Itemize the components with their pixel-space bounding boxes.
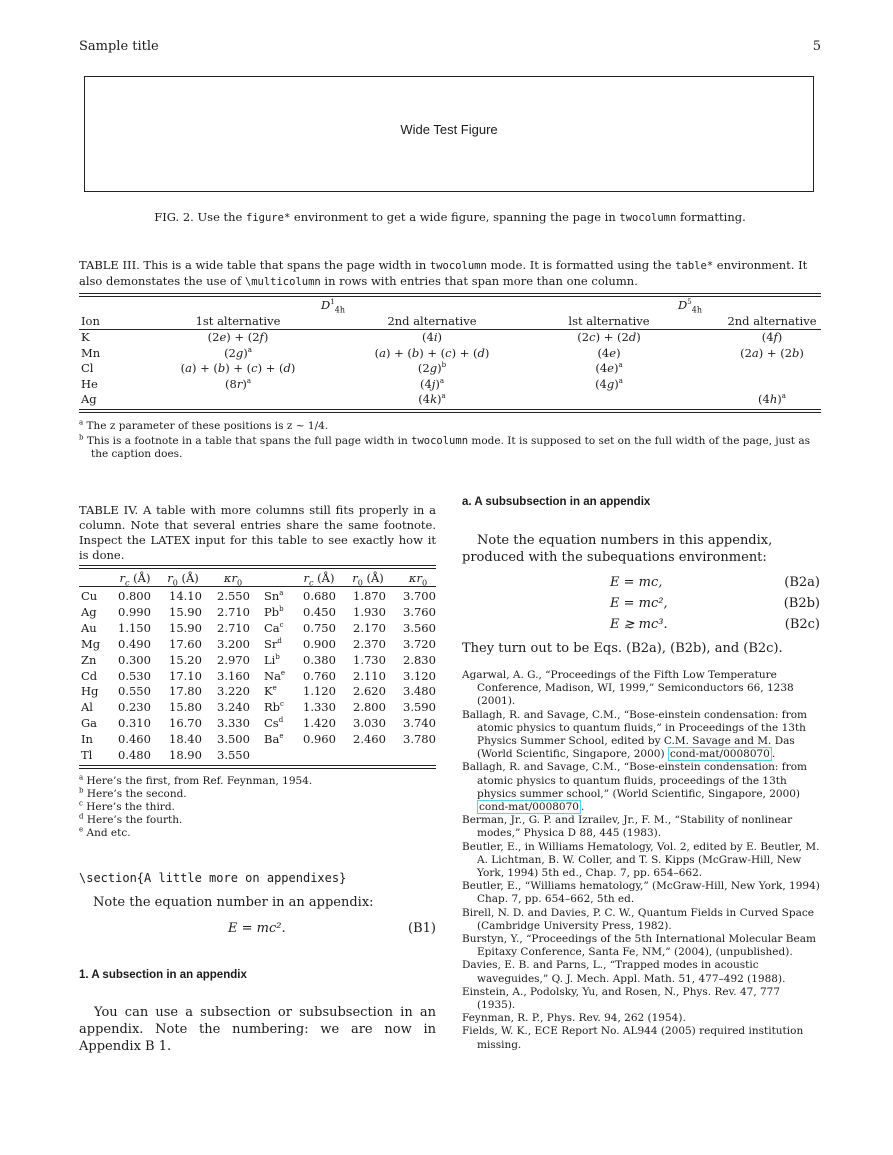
- running-header-title: Sample title: [79, 39, 159, 54]
- equation-b2a: E = mc,: [610, 575, 663, 590]
- reference-entry: Beutler, E., in Williams Hematology, Vol. 2, edited by E. Beutler, M. A. Lichtman, B. W. Coller, and T. S. Kipps (McGraw-Hill, New York, 1994) 5th ed., Chap. 7, pp. 654–662.: [462, 840, 820, 880]
- table-4-cell: 0.960: [303, 732, 336, 747]
- reference-entry: Ballagh, R. and Savage, C.M., “Bose-einstein condensation: from atomic physics to quantum fluids,” in Proceedings of the 13th Physics Summer School, edited by C.M. Savage and M. Das (World Scientific, Singapore, 2000) cond-mat/0008070 .: [462, 708, 807, 761]
- table-3-cell: $(8r)^a$: [225, 376, 251, 391]
- table-4-caption: TABLE IV. A table with more columns still fits properly in a column. Note that several entries share the same footnote. Inspect the LATEX input for this table to see exactly how it is done.: [79, 503, 436, 562]
- reference-entry: Davies, E. B. and Parns, L., “Trapped modes in acoustic waveguides,” Q. J. Mech. Appl. Math. 51, 477–492 (1988).: [462, 959, 786, 985]
- table-4-cell: 15.90: [169, 604, 202, 619]
- table-4-footnote: $^c$ Here’s the third.: [79, 799, 175, 813]
- arxiv-link[interactable]: cond-mat/0008070: [669, 748, 770, 761]
- subsection-heading: 1. A subsection in an appendix: [79, 969, 247, 981]
- subsection-body: You can use a subsection or subsubsection in an appendix. Note the numbering: we are now in Appendix B 1.: [79, 1005, 436, 1054]
- table-4-cell: 0.230: [118, 700, 151, 715]
- table-4-top-rule: [79, 565, 436, 569]
- table-4-cell: 0.990: [118, 604, 151, 619]
- table-4-col-header: $r_c$ (Å): [303, 571, 335, 588]
- subsubsection-heading: a. A subsubsection in an appendix: [462, 496, 651, 508]
- table-4-element-cell: Cu: [81, 589, 98, 603]
- table-4-element-cell: Ca$^c$: [264, 620, 284, 635]
- table-3-cell: $(4j)^a$: [419, 376, 445, 391]
- table-4-element-cell: Rb$^c$: [264, 700, 284, 715]
- group-sub: 4h: [691, 305, 702, 315]
- footnote-text: This is a footnote in a table that spans the full page width in: [86, 435, 412, 447]
- table-4-element-cell: $K^e$: [264, 684, 277, 699]
- table-3-cell: $(4e)^a$: [595, 361, 623, 375]
- note-equation-text: Note the equation number in an appendix:: [93, 895, 374, 910]
- table-4-element-cell: Tl: [81, 748, 93, 762]
- table-3-cell: $(4h)^a$: [758, 392, 786, 406]
- table-4-footnote: $^e$ And etc.: [79, 825, 131, 839]
- reference-entry: Burstyn, Y., “Proceedings of the 5th International Molecular Beam Epitaxy Conference, Santa Fe, NM,” (2004), (unpublished).: [462, 933, 816, 959]
- table-4-cell: 16.70: [169, 716, 202, 731]
- table-4-cell: 0.900: [303, 636, 336, 651]
- table-4-cell: 0.530: [118, 668, 151, 683]
- table-3-cell: (2c) + (2d): [577, 330, 641, 344]
- table-4-cell: 0.550: [118, 684, 151, 699]
- table-4-cell: 2.370: [353, 636, 386, 651]
- section-command: \section{A little more on appendixes}: [79, 871, 347, 885]
- page-number: 5: [812, 39, 821, 54]
- table-4-element-cell: Na$^e$: [264, 668, 286, 683]
- group-symbol: D: [321, 298, 331, 312]
- table-4-cell: 3.120: [403, 668, 436, 683]
- table-4-cell: 0.750: [303, 620, 336, 635]
- table-4-cell: 1.730: [353, 652, 386, 667]
- table-3-ion-cell: K: [81, 330, 90, 344]
- table-4-footnote: $^d$ Here’s the fourth.: [79, 812, 183, 826]
- reference-entry: Einstein, A., Podolsky, Yu, and Rosen, N., Phys. Rev. 47, 777 (1935).: [462, 985, 781, 1012]
- table-4-cell: 3.560: [403, 620, 436, 635]
- table-4-cell: 2.970: [217, 652, 250, 667]
- caption-code: \multicolumn: [244, 276, 321, 288]
- reference-entry: Berman, Jr., G. P. and Izrailev, Jr., F. M., “Stability of nonlinear modes,” Physica D 88, 445 (1983).: [462, 814, 793, 840]
- table-3-cell: (a) + (b) + (c) + (d): [180, 361, 296, 375]
- table-4-col-header: $\kappa r_0$: [223, 571, 243, 588]
- table-4-cell: 0.680: [303, 589, 336, 603]
- reference-entry: Agarwal, A. G., “Proceedings of the Fifth Low Temperature Conference, Madison, WI, 1999,” Semiconductors 66, 1238 (2001).: [462, 669, 794, 708]
- table-4-cell: 14.10: [169, 589, 202, 603]
- table-4-cell: 3.220: [217, 684, 250, 699]
- caption-text: mode. It is formatted using the: [486, 258, 676, 272]
- table-3-bottom-rule: [79, 409, 821, 413]
- table-4-cell: 0.300: [118, 652, 151, 667]
- table-3-cell: (2e) + (2f): [207, 330, 269, 344]
- table-3-cell: $(4k)^a$: [418, 392, 446, 406]
- footnote-code: twocolumn: [411, 435, 469, 447]
- equation-b2b: E = mc²,: [610, 596, 668, 611]
- table-4-col-header: $r_0$ (Å): [352, 571, 384, 588]
- table-4-cell: 3.700: [403, 589, 436, 603]
- table-3-col-header: 2nd alternative: [387, 314, 477, 328]
- table-4-element-cell: Ag: [81, 604, 97, 619]
- subsubsection-paragraph: Note the equation numbers in this appendix, produced with the subequations environment:: [462, 533, 773, 565]
- equation-b1-number: (B1): [408, 921, 436, 936]
- table-4-cell: 2.710: [217, 620, 250, 635]
- table-4-element-cell: Hg: [81, 684, 99, 699]
- table-4-footnote: $^a$ Here’s the first, from Ref. Feynman, 1954.: [79, 773, 313, 787]
- group-sup: 1: [330, 298, 335, 307]
- table-4-cell: 0.460: [118, 732, 151, 747]
- group-sup: 5: [687, 298, 692, 307]
- table-4-cell: 3.200: [217, 636, 250, 651]
- table-4-cell: 1.930: [353, 604, 386, 619]
- table-3-group-header-1: [321, 298, 345, 315]
- table-4-element-cell: Mg: [81, 636, 101, 651]
- table-4-cell: 3.780: [403, 732, 436, 747]
- equation-b2c-number: (B2c): [784, 617, 820, 632]
- reference-entry: Ballagh, R. and Savage, C.M., “Bose-einstein condensation: from atomic physics to quantum fluids, proceedings of the 13th physics summer school,” (World Scientific, Singapore, 2000) cond-mat/0008070 .: [462, 761, 807, 814]
- table-4-cell: 3.760: [403, 604, 436, 619]
- table-3-col-header: 1st alternative: [195, 314, 281, 328]
- caption-code: table*: [675, 260, 714, 272]
- table-4-cell: 3.160: [217, 668, 250, 683]
- table-4-element-cell: Al: [81, 700, 93, 715]
- table-4-cell: 15.80: [169, 700, 202, 715]
- table-4-element-cell: Cs$^d$: [264, 716, 284, 731]
- table-4-cell: 17.10: [169, 668, 202, 683]
- table-3-col-header: lst alternative: [568, 314, 650, 328]
- table-3-ion-cell: Ag: [81, 392, 97, 406]
- table-4-footnote: $^b$ Here’s the second.: [79, 786, 187, 800]
- reference-entry: Feynman, R. P., Phys. Rev. 94, 262 (1954).: [462, 1012, 686, 1025]
- caption-code: twocolumn: [429, 260, 487, 272]
- table-4-cell: 3.740: [403, 716, 436, 731]
- table-4-element-cell: Ba$^e$: [264, 732, 284, 747]
- table-3-ion-cell: Mn: [81, 345, 101, 360]
- table-4-element-cell: In: [81, 732, 93, 747]
- equations-summary: They turn out to be Eqs. (B2a), (B2b), and (B2c).: [462, 641, 783, 656]
- reference-entry: Birell, N. D. and Davies, P. C. W., Quantum Fields in Curved Space (Cambridge University Press, 1982).: [462, 906, 814, 932]
- table-3-cell: (4i): [422, 330, 442, 344]
- equation-b2b-number: (B2b): [783, 596, 820, 611]
- table-4-cell: 15.90: [169, 620, 202, 635]
- table-4-cell: 0.310: [118, 716, 151, 731]
- table-3-group-header-2: [678, 298, 702, 315]
- table-4-cell: 2.170: [353, 620, 386, 635]
- table-3-footnote-a: $^a$ The z parameter of these positions is z ~ 1/4.: [79, 418, 329, 432]
- table-3-col-header: Ion: [81, 314, 100, 328]
- equation-b2a-number: (B2a): [784, 575, 820, 590]
- table-4-element-cell: Sn$^a$: [264, 589, 284, 603]
- table-3-mid-rule: [79, 329, 821, 330]
- table-4-cell: 0.800: [118, 589, 151, 603]
- table-4-cell: 1.420: [303, 716, 336, 731]
- table-4-cell: 0.450: [303, 604, 336, 619]
- table-3-cell: (2a) + (2b): [740, 345, 804, 360]
- table-4-cell: 2.550: [217, 589, 250, 603]
- group-sub: 4h: [334, 305, 345, 315]
- caption-code: figure*: [246, 212, 291, 224]
- table-4-cell: 0.490: [118, 636, 151, 651]
- table-4-element-cell: Cd: [81, 668, 98, 683]
- table-4-cell: 2.460: [353, 732, 386, 747]
- table-4-element-cell: Zn: [81, 652, 97, 667]
- table-4-cell: 17.60: [169, 636, 202, 651]
- table-4-cell: 2.110: [353, 668, 386, 683]
- caption-text: formatting.: [676, 210, 746, 224]
- table-4-mid-rule: [79, 586, 436, 587]
- table-3-footnote-b: $^b$ This is a footnote in a table that spans the full page width in twocolumn mode. It is supposed to set on the full width of the page, just as the caption does.: [79, 433, 810, 460]
- table-4-cell: 2.800: [353, 700, 386, 715]
- table-4-element-cell: Li$^b$: [264, 652, 280, 667]
- table-4-cell: 1.330: [303, 700, 336, 715]
- caption-text: in rows with entries that span more than one column.: [320, 274, 638, 288]
- table-3-caption: [79, 258, 821, 290]
- table-4-cell: 17.80: [169, 684, 202, 699]
- table-3-top-rule: [79, 293, 821, 297]
- table-4-cell: 3.550: [217, 748, 250, 762]
- table-4-cell: 0.380: [303, 652, 336, 667]
- table-4-cell: 18.90: [169, 748, 202, 762]
- table-4-cell: 3.480: [403, 684, 436, 699]
- table-4-col-header: $r_0$ (Å): [167, 571, 199, 588]
- table-4-cell: 3.240: [217, 700, 250, 715]
- table-3-col-header: 2nd alternative: [727, 314, 817, 328]
- table-3-ion-cell: Cl: [81, 361, 94, 375]
- equation-b2c: E ≳ mc³.: [610, 617, 668, 632]
- table-4-cell: 3.030: [353, 716, 386, 731]
- footnote-text: mode. It is supposed to set on the full width of the page, just as the caption does.: [91, 435, 810, 460]
- reference-entry: Fields, W. K., ECE Report No. AL944 (2005) required institution missing.: [462, 1025, 804, 1051]
- arxiv-link[interactable]: cond-mat/0008070: [479, 801, 579, 814]
- table-4-element-cell: Pb$^b$: [264, 604, 284, 619]
- table-4-element-cell: Au: [81, 620, 97, 635]
- table-4-cell: 1.870: [353, 589, 386, 603]
- caption-text: FIG. 2. Use the: [154, 210, 247, 224]
- table-4-bottom-rule: [79, 765, 436, 769]
- footnote-text: The z parameter of these positions is z ~ 1/4.: [86, 420, 329, 432]
- table-4-cell: 3.500: [217, 732, 250, 747]
- table-4-cell: 2.620: [353, 684, 386, 699]
- equation-b1: E = mc².: [228, 921, 286, 936]
- caption-text: environment. It also demonstates the use of: [79, 258, 808, 288]
- table-4-col-header: $\kappa r_0$: [408, 571, 428, 588]
- table-4-cell: 2.830: [403, 652, 436, 667]
- figure-placeholder-text: Wide Test Figure: [400, 122, 498, 137]
- table-4-col-header: $r_c$ (Å): [119, 571, 151, 588]
- table-3-ion-cell: He: [81, 376, 98, 391]
- caption-text: TABLE III. This is a wide table that spans the page width in: [79, 258, 430, 272]
- table-4-cell: 1.120: [303, 684, 336, 699]
- caption-text: environment to get a wide figure, spanning the page in: [290, 210, 620, 224]
- reference-list: [462, 669, 821, 1052]
- group-symbol: D: [678, 298, 688, 312]
- table-4-cell: 1.150: [118, 620, 151, 635]
- table-4-cell: 3.590: [403, 700, 436, 715]
- table-4-cell: 2.710: [217, 604, 250, 619]
- table-3-cell: $(2g)^a$: [224, 345, 252, 360]
- caption-code: twocolumn: [619, 212, 677, 224]
- table-4-cell: 0.480: [118, 748, 151, 762]
- reference-entry: Beutler, E., “Williams hematology,” (McGraw-Hill, New York, 1994) Chap. 7, pp. 654–662, 5th ed.: [462, 880, 820, 906]
- table-4-cell: 3.720: [403, 636, 436, 651]
- table-4-element-cell: Ga: [81, 716, 98, 731]
- wide-figure-box: [84, 76, 814, 192]
- table-4-element-cell: Sr$^d$: [264, 636, 282, 651]
- table-4-cell: 18.40: [169, 732, 202, 747]
- table-3-cell: (4f): [761, 330, 783, 344]
- table-3-cell: $(2g)^b$: [417, 361, 447, 375]
- table-3-cell: (4e): [597, 345, 621, 360]
- table-4-cell: 3.330: [217, 716, 250, 731]
- table-3-cell: (a) + (b) + (c) + (d): [374, 345, 490, 360]
- table-4-cell: 15.20: [169, 652, 202, 667]
- figure-2-caption: [80, 210, 820, 224]
- table-3-cell: $(4g)^a$: [595, 376, 623, 391]
- table-4-cell: 0.760: [303, 668, 336, 683]
